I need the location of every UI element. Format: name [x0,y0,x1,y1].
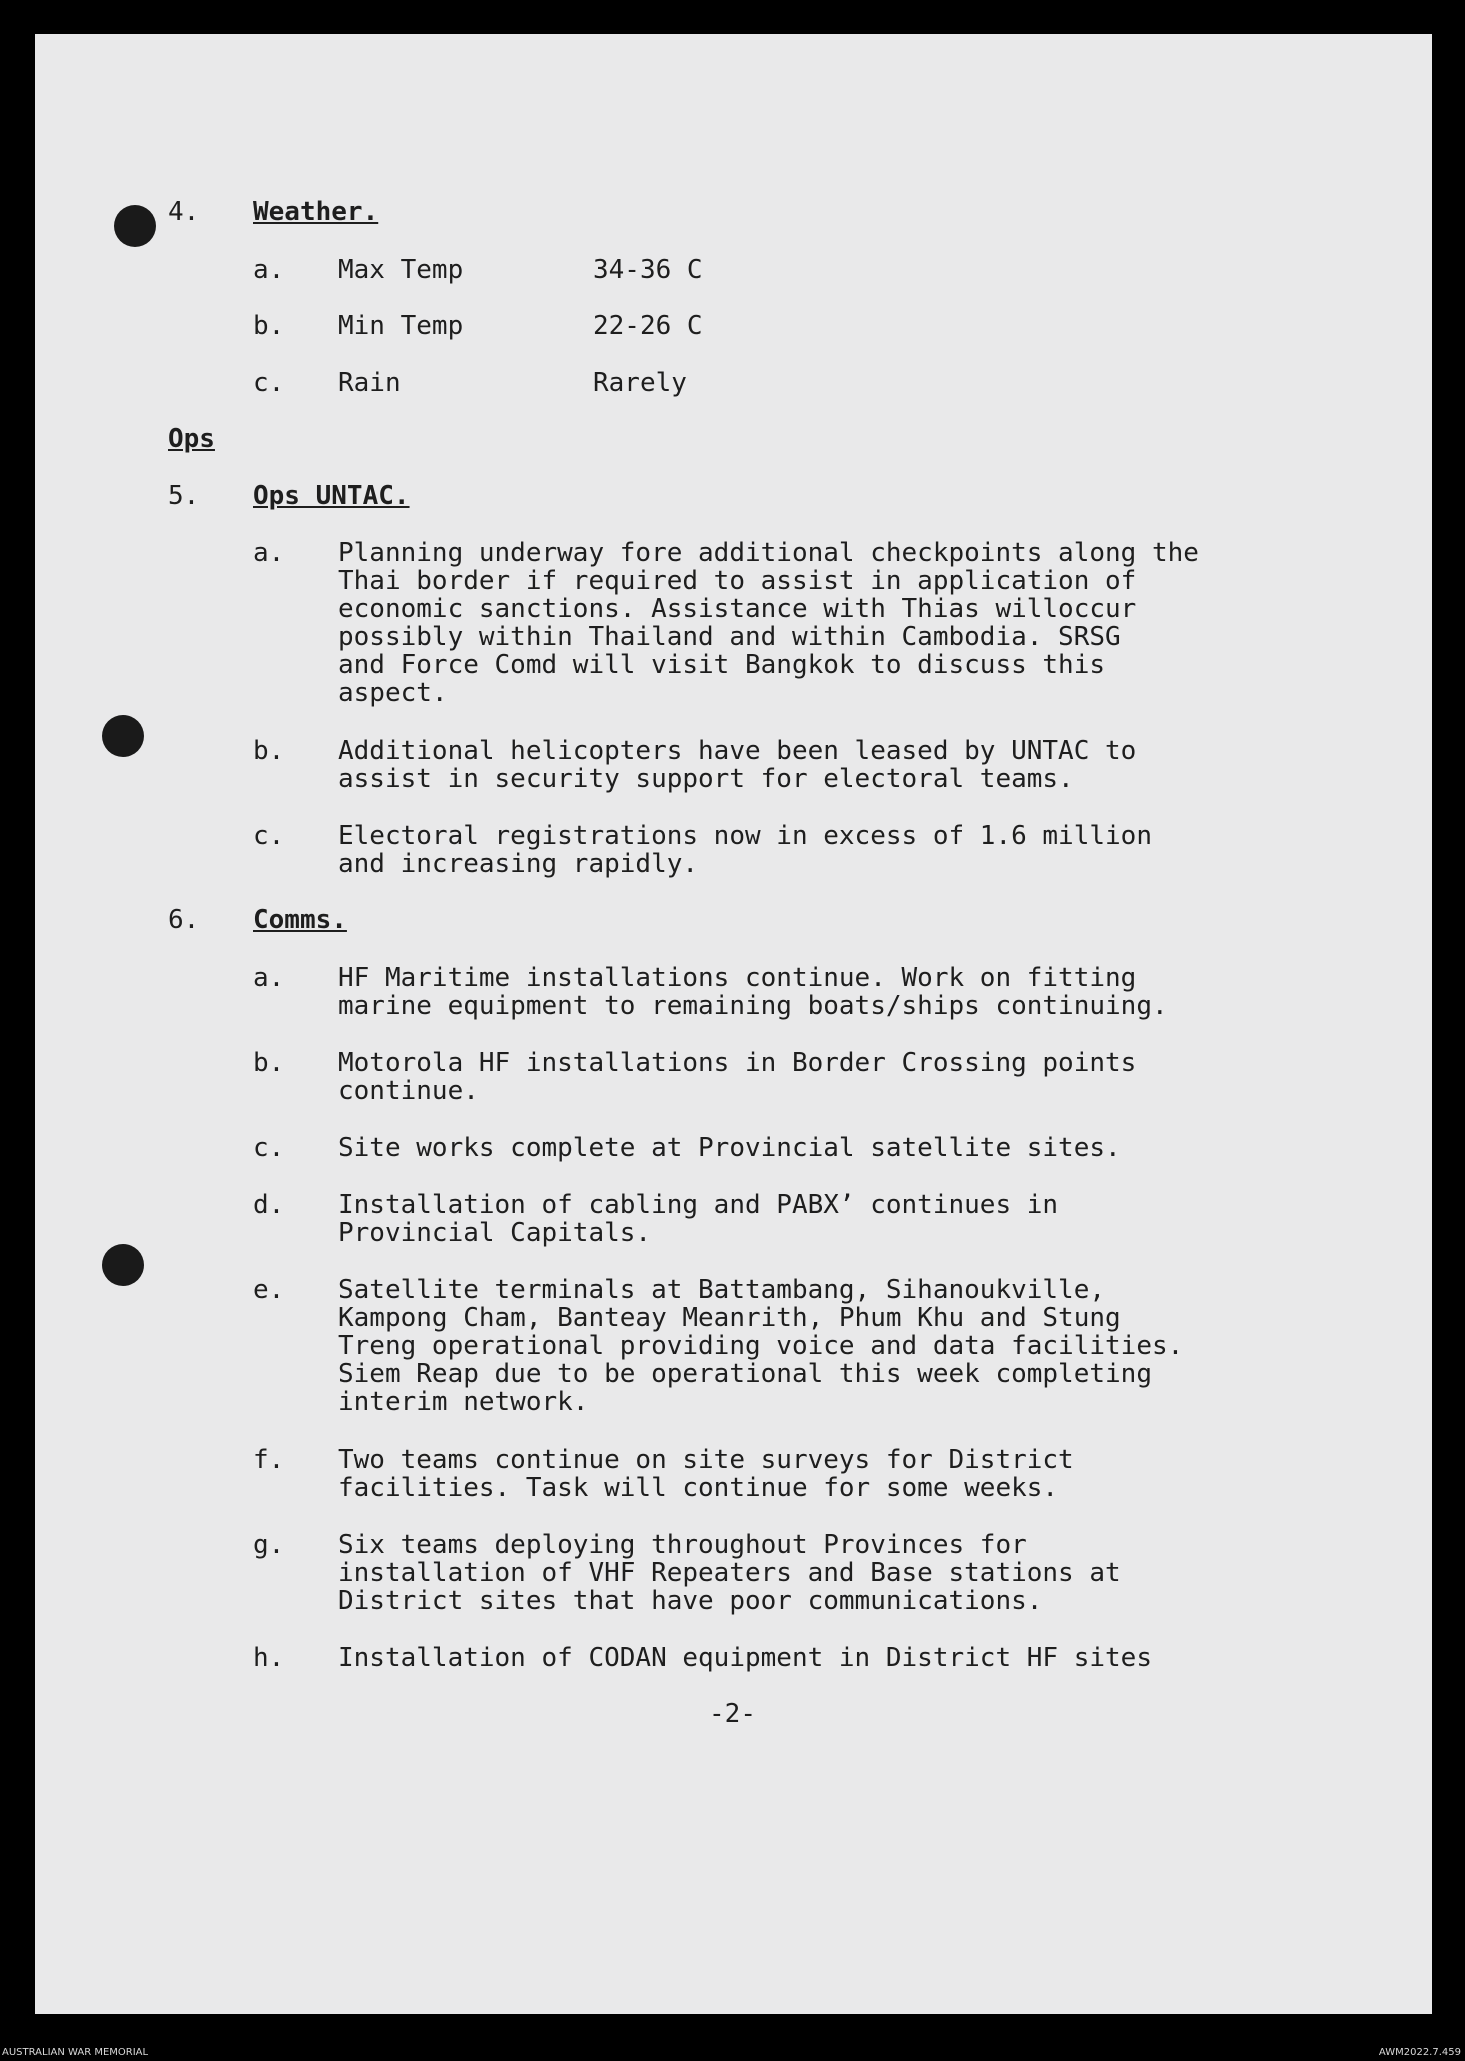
item-letter: g. [253,1530,285,1560]
item-text: Site works complete at Provincial satellite sites. [338,1133,1121,1163]
item-letter: c. [253,821,285,851]
section-heading-ops-untac: Ops UNTAC. [253,481,410,511]
section-heading-comms: Comms. [253,905,347,935]
item-text: Planning underway fore additional checkpoints along the Thai border if required to assist in application of economic sanctions. Assistance with Thias willoccur possibly within Thailand and within Cambodia. SRSG and Force Comd will visit Bangkok to discuss this aspect. [338,538,1199,708]
ops-heading: Ops [168,424,215,454]
weather-value: Rarely [593,368,687,398]
weather-label: Min Temp [338,311,464,341]
item-text: Electoral registrations now in excess of 1.6 million and increasing rapidly. [338,821,1152,879]
item-letter: a. [253,255,285,285]
item-text: Additional helicopters have been leased by UNTAC to assist in security support for electoral teams. [338,736,1137,794]
section-number: 6. [168,905,200,935]
item-text: Installation of cabling and PABX’ continues in Provincial Capitals. [338,1190,1059,1248]
item-text: Two teams continue on site surveys for District facilities. Task will continue for some weeks. [338,1445,1074,1503]
section-number: 5. [168,481,200,511]
item-text: Installation of CODAN equipment in District HF sites [338,1643,1152,1673]
item-letter: c. [253,1133,285,1163]
item-letter: c. [253,368,285,398]
item-text: Motorola HF installations in Border Crossing points continue. [338,1048,1137,1106]
weather-label: Max Temp [338,255,464,285]
footer-reference: AWM2022.7.459 [1378,2047,1461,2058]
item-letter: a. [253,963,285,993]
item-letter: e. [253,1275,285,1305]
item-letter: b. [253,736,285,766]
item-letter: d. [253,1190,285,1220]
item-letter: f. [253,1445,285,1475]
item-letter: b. [253,311,285,341]
weather-value: 34-36 C [593,255,703,285]
item-text: Six teams deploying throughout Provinces for installation of VHF Repeaters and Base stations at District sites that have poor communications. [338,1530,1121,1616]
item-letter: a. [253,538,285,568]
item-text: Satellite terminals at Battambang, Sihanoukville, Kampong Cham, Banteay Meanrith, Phum Khu and Stung Treng operational providing voice and data facilities. Siem Reap due to be operational this week completing interim network. [338,1275,1184,1417]
item-letter: b. [253,1048,285,1078]
weather-value: 22-26 C [593,311,703,341]
footer-source: AUSTRALIAN WAR MEMORIAL [2,2047,149,2058]
item-text: HF Maritime installations continue. Work on fitting marine equipment to remaining boats/ships continuing. [338,963,1168,1021]
section-heading-weather: Weather. [253,197,379,227]
section-number: 4. [168,197,200,227]
item-letter: h. [253,1643,285,1673]
page-number: -2- [709,1699,756,1729]
weather-label: Rain [338,368,401,398]
